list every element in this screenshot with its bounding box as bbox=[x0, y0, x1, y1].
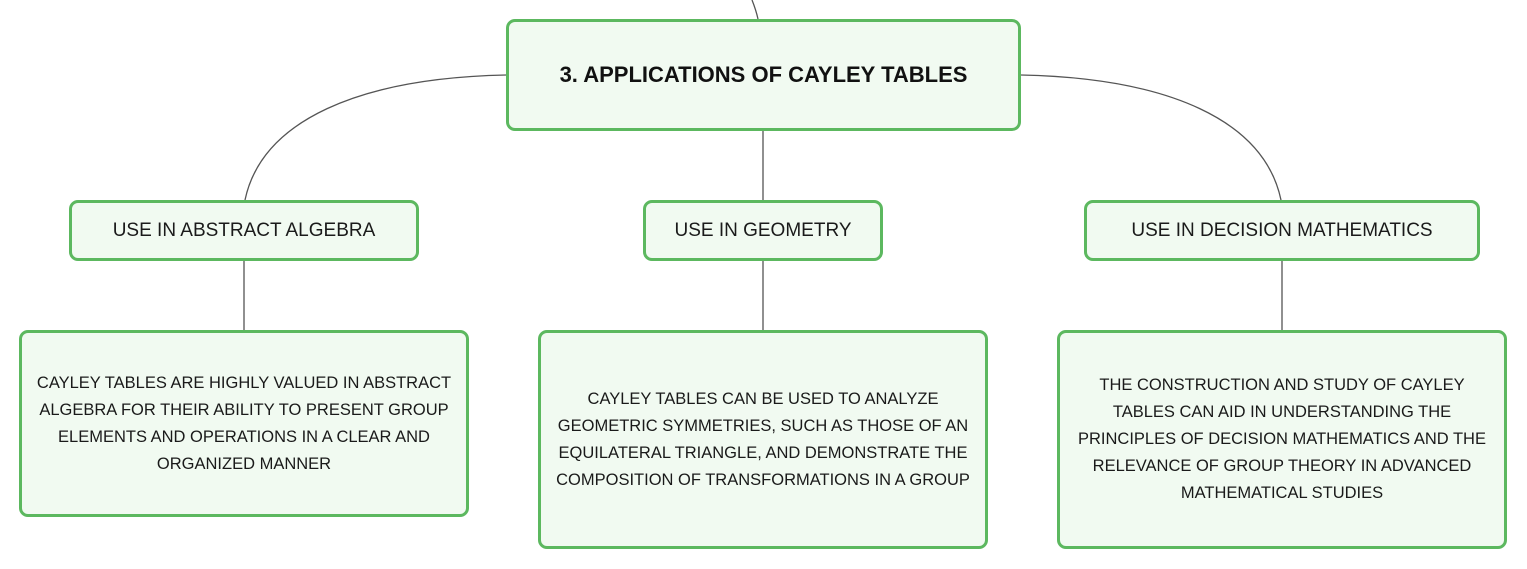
branch-node-abstract-algebra[interactable] bbox=[69, 200, 419, 261]
connector-root-to-decision bbox=[1021, 75, 1281, 200]
detail-text-decision-mathematics: THE CONSTRUCTION AND STUDY OF CAYLEY TABLES CAN AID IN UNDERSTANDING THE PRINCIPLES OF DECISION MATHEMATICS AND THE RELEVANCE OF GROUP THEORY IN ADVANCED MATHEMATICAL STUDIES bbox=[1078, 376, 1486, 502]
detail-node-geometry[interactable] bbox=[538, 330, 988, 549]
branch-label-decision-mathematics: USE IN DECISION MATHEMATICS bbox=[1131, 219, 1433, 241]
connector-root-to-algebra bbox=[245, 75, 506, 200]
detail-node-decision-mathematics[interactable] bbox=[1057, 330, 1507, 549]
branch-label-abstract-algebra: USE IN ABSTRACT ALGEBRA bbox=[112, 219, 376, 241]
detail-node-abstract-algebra[interactable] bbox=[19, 330, 469, 517]
connector-parent-to-root bbox=[752, 0, 758, 19]
root-topic-title: 3. APPLICATIONS OF CAYLEY TABLES bbox=[559, 62, 968, 87]
branch-node-decision-mathematics[interactable] bbox=[1084, 200, 1480, 261]
detail-text-abstract-algebra: CAYLEY TABLES ARE HIGHLY VALUED IN ABSTRACT ALGEBRA FOR THEIR ABILITY TO PRESENT GROUP ELEMENTS AND OPERATIONS IN A CLEAR AND ORGANIZED MANNER bbox=[36, 373, 452, 473]
branch-node-geometry[interactable] bbox=[643, 200, 883, 261]
detail-text-geometry: CAYLEY TABLES CAN BE USED TO ANALYZE GEOMETRIC SYMMETRIES, SUCH AS THOSE OF AN EQUILATERAL TRIANGLE, AND DEMONSTRATE THE COMPOSITION OF TRANSFORMATIONS IN A GROUP bbox=[556, 389, 970, 489]
branch-label-geometry: USE IN GEOMETRY bbox=[674, 219, 852, 241]
root-topic-node[interactable] bbox=[506, 19, 1021, 131]
